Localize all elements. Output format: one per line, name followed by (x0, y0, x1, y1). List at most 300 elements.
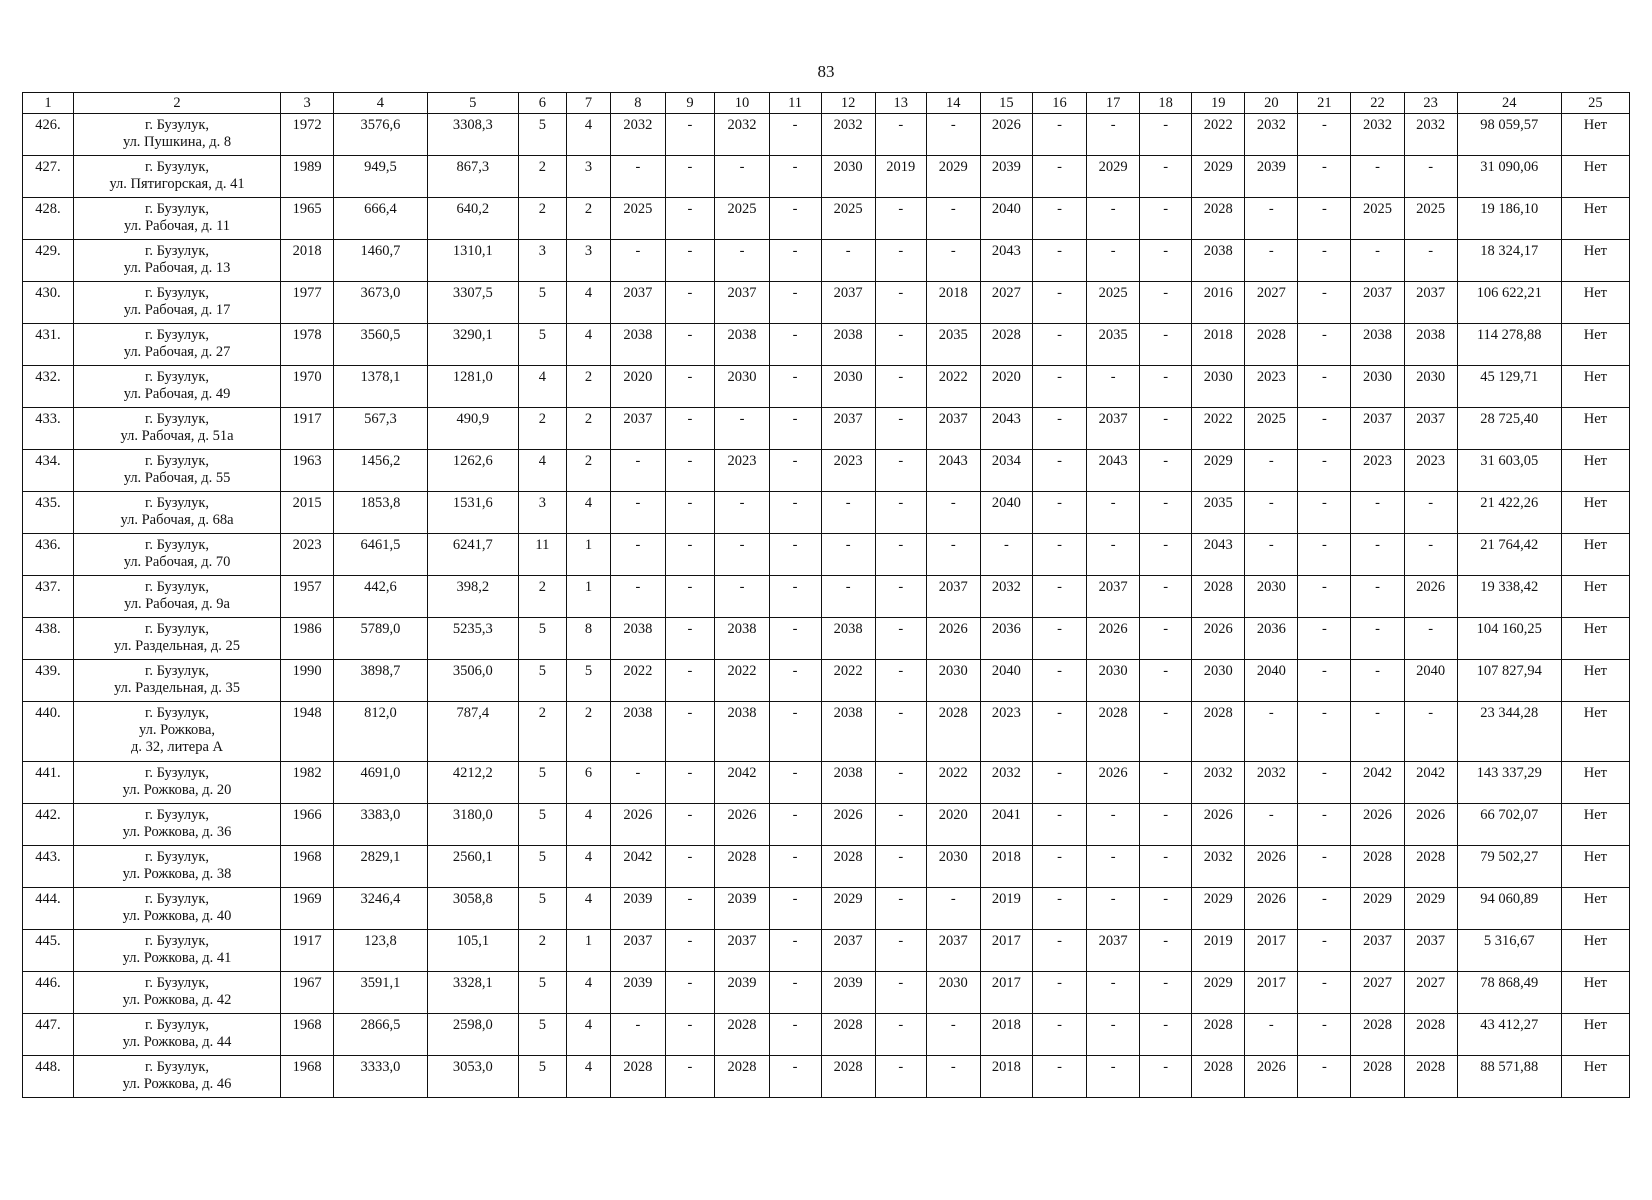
table-cell: - (1298, 114, 1351, 156)
table-cell: 2026 (1192, 804, 1245, 846)
address-cell: г. Бузулук, ул. Пушкина, д. 8 (73, 114, 280, 156)
table-cell: 2025 (715, 198, 769, 240)
table-body (23, 114, 1630, 1098)
cost-cell: 21 764,42 (1457, 534, 1561, 576)
table-cell: 867,3 (427, 156, 518, 198)
cost-cell: 104 160,25 (1457, 618, 1561, 660)
table-cell: 3591,1 (334, 972, 427, 1014)
table-cell: 2043 (980, 408, 1032, 450)
table-cell: - (769, 534, 821, 576)
table-cell: 4 (566, 972, 611, 1014)
table-cell: 2026 (715, 804, 769, 846)
table-cell: - (926, 1014, 980, 1056)
column-header-24: 24 (1457, 93, 1561, 114)
table-cell: 3 (518, 492, 566, 534)
table-cell: 2032 (1351, 114, 1404, 156)
table-cell: - (1298, 1014, 1351, 1056)
table-cell: 2025 (821, 198, 875, 240)
column-header-13: 13 (875, 93, 926, 114)
table-cell: - (926, 198, 980, 240)
table-cell: 2037 (821, 408, 875, 450)
table-cell: - (821, 492, 875, 534)
table-cell: - (1032, 846, 1086, 888)
table-cell: 1917 (281, 930, 334, 972)
table-cell: - (821, 240, 875, 282)
flag-cell: Нет (1561, 618, 1629, 660)
table-cell: 2039 (715, 888, 769, 930)
table-cell: 3333,0 (334, 1056, 427, 1098)
table-cell: 2 (518, 156, 566, 198)
table-cell: 1531,6 (427, 492, 518, 534)
flag-cell: Нет (1561, 366, 1629, 408)
table-cell: 2025 (611, 198, 665, 240)
table-row (23, 282, 1630, 324)
table-cell: 2028 (980, 324, 1032, 366)
table-cell: 2026 (1351, 804, 1404, 846)
table-cell: 2 (566, 408, 611, 450)
table-cell: - (875, 930, 926, 972)
table-cell: 2028 (1351, 1014, 1404, 1056)
table-cell: - (665, 1014, 715, 1056)
address-cell: г. Бузулук, ул. Рожкова, д. 42 (73, 972, 280, 1014)
flag-cell: Нет (1561, 492, 1629, 534)
table-cell: - (715, 492, 769, 534)
row-number-cell: 432. (23, 366, 74, 408)
table-cell: 3506,0 (427, 660, 518, 702)
table-cell: 2598,0 (427, 1014, 518, 1056)
table-cell: 2029 (926, 156, 980, 198)
table-cell: 2041 (980, 804, 1032, 846)
table-cell: - (1404, 534, 1457, 576)
table-cell: - (665, 366, 715, 408)
row-number-cell: 427. (23, 156, 74, 198)
page-number: 83 (817, 62, 835, 81)
row-number-cell: 447. (23, 1014, 74, 1056)
table-cell: 2039 (715, 972, 769, 1014)
table-cell: 2039 (821, 972, 875, 1014)
table-cell: 5 (566, 660, 611, 702)
table-cell: 2042 (715, 762, 769, 804)
table-row (23, 888, 1630, 930)
row-number-cell: 429. (23, 240, 74, 282)
table-cell: - (1298, 282, 1351, 324)
table-cell: - (1140, 1014, 1192, 1056)
table-cell: 123,8 (334, 930, 427, 972)
table-cell: 1990 (281, 660, 334, 702)
table-cell: - (1140, 762, 1192, 804)
table-cell: - (1298, 888, 1351, 930)
table-row (23, 972, 1630, 1014)
column-header-12: 12 (821, 93, 875, 114)
flag-cell: Нет (1561, 804, 1629, 846)
cost-cell: 78 868,49 (1457, 972, 1561, 1014)
table-cell: - (1032, 324, 1086, 366)
table-cell: 2035 (926, 324, 980, 366)
table-cell: - (1087, 1056, 1140, 1098)
table-cell: 4 (566, 846, 611, 888)
table-cell: 1 (566, 534, 611, 576)
table-cell: 2030 (1404, 366, 1457, 408)
table-cell: 1378,1 (334, 366, 427, 408)
table-cell: - (665, 450, 715, 492)
flag-cell: Нет (1561, 282, 1629, 324)
table-cell: 2028 (1192, 576, 1245, 618)
table-cell: - (665, 930, 715, 972)
table-cell: - (769, 762, 821, 804)
table-cell: 2027 (980, 282, 1032, 324)
table-row (23, 762, 1630, 804)
table-cell: - (1298, 492, 1351, 534)
table-cell: - (1140, 492, 1192, 534)
address-cell: г. Бузулук, ул. Рожкова, д. 38 (73, 846, 280, 888)
table-cell: 2040 (980, 198, 1032, 240)
table-cell: - (1140, 576, 1192, 618)
table-cell: 2030 (1351, 366, 1404, 408)
row-number-cell: 444. (23, 888, 74, 930)
table-cell: - (1245, 804, 1298, 846)
table-cell: - (1140, 888, 1192, 930)
table-cell: 1917 (281, 408, 334, 450)
table-cell: 3307,5 (427, 282, 518, 324)
table-row (23, 366, 1630, 408)
table-cell: - (980, 534, 1032, 576)
table-cell: - (611, 1014, 665, 1056)
table-cell: 3576,6 (334, 114, 427, 156)
column-header-10: 10 (715, 93, 769, 114)
table-cell: 2037 (611, 282, 665, 324)
table-row (23, 408, 1630, 450)
column-header-11: 11 (769, 93, 821, 114)
table-cell: 2043 (980, 240, 1032, 282)
table-cell: - (875, 450, 926, 492)
address-cell: г. Бузулук, ул. Раздельная, д. 25 (73, 618, 280, 660)
table-cell: 2017 (1245, 930, 1298, 972)
table-cell: 8 (566, 618, 611, 660)
table-cell: 2037 (715, 282, 769, 324)
table-cell: 2023 (1245, 366, 1298, 408)
cost-cell: 114 278,88 (1457, 324, 1561, 366)
address-cell: г. Бузулук, ул. Рабочая, д. 17 (73, 282, 280, 324)
table-cell: 1968 (281, 846, 334, 888)
cost-cell: 19 338,42 (1457, 576, 1561, 618)
table-cell: 3 (566, 156, 611, 198)
table-cell: 4 (566, 804, 611, 846)
row-number-cell: 430. (23, 282, 74, 324)
table-cell: 4 (518, 366, 566, 408)
table-cell: 2028 (611, 1056, 665, 1098)
table-cell: 6 (566, 762, 611, 804)
table-cell: 4 (566, 888, 611, 930)
table-cell: 2025 (1404, 198, 1457, 240)
row-number-cell: 433. (23, 408, 74, 450)
table-cell: - (665, 198, 715, 240)
table-cell: - (1087, 972, 1140, 1014)
table-cell: 5235,3 (427, 618, 518, 660)
table-cell: 2027 (1404, 972, 1457, 1014)
table-cell: - (1298, 660, 1351, 702)
table-cell: 949,5 (334, 156, 427, 198)
table-cell: 1460,7 (334, 240, 427, 282)
table-cell: 2017 (980, 972, 1032, 1014)
flag-cell: Нет (1561, 408, 1629, 450)
row-number-cell: 440. (23, 702, 74, 762)
housing-register-table (22, 92, 1630, 1098)
table-cell: - (1298, 576, 1351, 618)
table-cell: 2026 (1087, 762, 1140, 804)
table-cell: 1966 (281, 804, 334, 846)
row-number-cell: 434. (23, 450, 74, 492)
table-cell: - (1140, 366, 1192, 408)
table-cell: 2020 (926, 804, 980, 846)
table-cell: - (1032, 408, 1086, 450)
table-cell: - (769, 618, 821, 660)
table-cell: 2829,1 (334, 846, 427, 888)
table-cell: 2029 (1087, 156, 1140, 198)
table-cell: 105,1 (427, 930, 518, 972)
table-cell: - (715, 534, 769, 576)
table-cell: 2030 (1087, 660, 1140, 702)
table-cell: 2028 (1192, 1056, 1245, 1098)
table-cell: 2042 (1404, 762, 1457, 804)
table-cell: - (715, 156, 769, 198)
table-cell: 2037 (1404, 282, 1457, 324)
table-cell: - (1298, 762, 1351, 804)
table-cell: 2032 (1245, 762, 1298, 804)
column-header-5: 5 (427, 93, 518, 114)
table-cell: 2029 (821, 888, 875, 930)
table-cell: 4 (566, 324, 611, 366)
column-header-9: 9 (665, 93, 715, 114)
table-cell: 2029 (1192, 972, 1245, 1014)
cost-cell: 28 725,40 (1457, 408, 1561, 450)
table-cell: - (1298, 972, 1351, 1014)
table-cell: 2030 (1245, 576, 1298, 618)
table-cell: - (926, 534, 980, 576)
table-cell: 2560,1 (427, 846, 518, 888)
table-cell: 640,2 (427, 198, 518, 240)
cost-cell: 23 344,28 (1457, 702, 1561, 762)
flag-cell: Нет (1561, 888, 1629, 930)
table-cell: - (1140, 408, 1192, 450)
table-cell: - (1032, 198, 1086, 240)
table-row (23, 702, 1630, 762)
table-cell: 2038 (821, 762, 875, 804)
table-cell: - (1245, 198, 1298, 240)
flag-cell: Нет (1561, 1056, 1629, 1098)
table-cell: 666,4 (334, 198, 427, 240)
table-cell: 1262,6 (427, 450, 518, 492)
table-cell: 2038 (1192, 240, 1245, 282)
table-cell: 3328,1 (427, 972, 518, 1014)
table-cell: - (665, 1056, 715, 1098)
table-cell: 2032 (821, 114, 875, 156)
table-cell: 2029 (1404, 888, 1457, 930)
table-cell: - (611, 492, 665, 534)
table-cell: 4 (518, 450, 566, 492)
table-cell: 2030 (926, 972, 980, 1014)
table-cell: 5 (518, 972, 566, 1014)
column-header-17: 17 (1087, 93, 1140, 114)
table-cell: 2028 (715, 846, 769, 888)
table-cell: 1963 (281, 450, 334, 492)
table-cell: - (769, 282, 821, 324)
address-cell: г. Бузулук, ул. Рабочая, д. 68а (73, 492, 280, 534)
cost-cell: 143 337,29 (1457, 762, 1561, 804)
cost-cell: 21 422,26 (1457, 492, 1561, 534)
table-cell: - (1140, 114, 1192, 156)
table-cell: - (1404, 240, 1457, 282)
flag-cell: Нет (1561, 450, 1629, 492)
table-cell: - (1032, 660, 1086, 702)
table-cell: 1957 (281, 576, 334, 618)
flag-cell: Нет (1561, 930, 1629, 972)
table-cell: 5 (518, 846, 566, 888)
table-cell: 2 (518, 702, 566, 762)
table-cell: - (1032, 930, 1086, 972)
table-cell: 4691,0 (334, 762, 427, 804)
table-cell: - (1351, 534, 1404, 576)
table-cell: - (1032, 240, 1086, 282)
table-cell: 4 (566, 282, 611, 324)
table-cell: 1967 (281, 972, 334, 1014)
table-cell: 2040 (1245, 660, 1298, 702)
table-cell: 2028 (1404, 846, 1457, 888)
table-cell: 2030 (821, 366, 875, 408)
table-cell: - (1140, 450, 1192, 492)
table-cell: 2015 (281, 492, 334, 534)
table-cell: 2029 (1192, 156, 1245, 198)
table-cell: 2023 (1404, 450, 1457, 492)
column-header-16: 16 (1032, 93, 1086, 114)
table-cell: 1989 (281, 156, 334, 198)
table-cell: 2018 (980, 1056, 1032, 1098)
table-cell: 2040 (980, 492, 1032, 534)
table-cell: - (1351, 492, 1404, 534)
table-cell: 2028 (1192, 198, 1245, 240)
table-cell: - (1032, 762, 1086, 804)
table-cell: 4 (566, 114, 611, 156)
table-row (23, 240, 1630, 282)
table-cell: - (611, 450, 665, 492)
table-cell: 2038 (1404, 324, 1457, 366)
table-cell: 2 (566, 366, 611, 408)
table-cell: 3308,3 (427, 114, 518, 156)
table-row (23, 1056, 1630, 1098)
table-cell: 1968 (281, 1014, 334, 1056)
table-cell: - (769, 576, 821, 618)
flag-cell: Нет (1561, 972, 1629, 1014)
table-cell: 1965 (281, 198, 334, 240)
table-cell: - (715, 408, 769, 450)
table-cell: - (1245, 702, 1298, 762)
column-header-22: 22 (1351, 93, 1404, 114)
table-row (23, 804, 1630, 846)
table-cell: - (875, 324, 926, 366)
flag-cell: Нет (1561, 534, 1629, 576)
table-row (23, 660, 1630, 702)
table-cell: - (1245, 450, 1298, 492)
table-cell: - (1032, 492, 1086, 534)
table-cell: 1 (566, 576, 611, 618)
cost-cell: 98 059,57 (1457, 114, 1561, 156)
table-cell: - (1298, 156, 1351, 198)
flag-cell: Нет (1561, 156, 1629, 198)
address-cell: г. Бузулук, ул. Рабочая, д. 27 (73, 324, 280, 366)
table-cell: - (611, 576, 665, 618)
cost-cell: 88 571,88 (1457, 1056, 1561, 1098)
table-cell: - (769, 804, 821, 846)
row-number-cell: 426. (23, 114, 74, 156)
table-cell: - (611, 534, 665, 576)
table-cell: 2023 (1351, 450, 1404, 492)
column-header-19: 19 (1192, 93, 1245, 114)
table-cell: 2040 (1404, 660, 1457, 702)
flag-cell: Нет (1561, 702, 1629, 762)
table-cell: - (1140, 198, 1192, 240)
table-cell: - (1404, 618, 1457, 660)
table-cell: - (1298, 846, 1351, 888)
address-cell: г. Бузулук, ул. Рожкова, д. 44 (73, 1014, 280, 1056)
table-cell: - (875, 576, 926, 618)
table-cell: - (769, 972, 821, 1014)
table-cell: 2028 (1192, 1014, 1245, 1056)
table-cell: 490,9 (427, 408, 518, 450)
table-cell: - (926, 1056, 980, 1098)
table-cell: - (1032, 450, 1086, 492)
column-header-8: 8 (611, 93, 665, 114)
column-header-25: 25 (1561, 93, 1629, 114)
table-cell: 2025 (1351, 198, 1404, 240)
table-cell: - (769, 1056, 821, 1098)
table-cell: 2018 (980, 846, 1032, 888)
table-cell: 2866,5 (334, 1014, 427, 1056)
table-cell: - (1032, 114, 1086, 156)
table-cell: 2016 (1192, 282, 1245, 324)
row-number-cell: 431. (23, 324, 74, 366)
table-cell: - (769, 702, 821, 762)
table-cell: - (1298, 198, 1351, 240)
flag-cell: Нет (1561, 198, 1629, 240)
table-cell: 2037 (1087, 408, 1140, 450)
table-cell: 2028 (926, 702, 980, 762)
table-cell: 2035 (1192, 492, 1245, 534)
table-cell: 2032 (1245, 114, 1298, 156)
table-cell: 2037 (926, 930, 980, 972)
cost-cell: 18 324,17 (1457, 240, 1561, 282)
table-cell: 2028 (715, 1056, 769, 1098)
table-cell: 2028 (821, 1056, 875, 1098)
table-cell: - (1298, 702, 1351, 762)
table-cell: 398,2 (427, 576, 518, 618)
table-cell: 2038 (611, 702, 665, 762)
address-cell: г. Бузулук, ул. Рожкова, д. 40 (73, 888, 280, 930)
table-cell: 2037 (611, 408, 665, 450)
table-cell: 2022 (1192, 408, 1245, 450)
table-cell: 2038 (821, 702, 875, 762)
flag-cell: Нет (1561, 846, 1629, 888)
table-cell: - (1087, 240, 1140, 282)
table-cell: 2029 (1192, 888, 1245, 930)
table-cell: - (1298, 804, 1351, 846)
table-cell: 2023 (715, 450, 769, 492)
table-cell: 2019 (875, 156, 926, 198)
table-cell: 5 (518, 804, 566, 846)
table-cell: - (875, 618, 926, 660)
table-cell: 1970 (281, 366, 334, 408)
table-cell: 1948 (281, 702, 334, 762)
table-cell: 2043 (1192, 534, 1245, 576)
table-cell: - (769, 492, 821, 534)
